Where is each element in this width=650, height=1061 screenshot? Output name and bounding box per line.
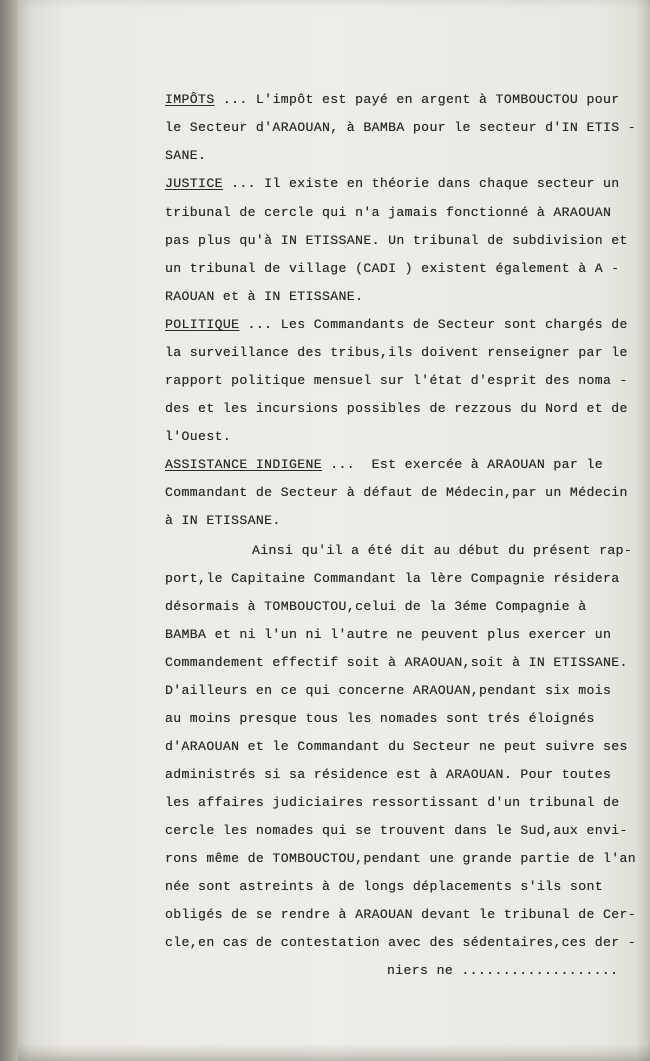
report-line: Ainsi qu'il a été dit au début du présent rap- <box>252 543 633 558</box>
report-line: SANE. <box>165 148 207 163</box>
report-line: obligés de se rendre à ARAOUAN devant le tribunal de Cer- <box>165 907 637 922</box>
report-line: la surveillance des tribus,ils doivent renseigner par le <box>165 345 628 360</box>
report-line: IMPÔTS ... L'impôt est payé en argent à TOMBOUCTOU pour <box>165 92 620 107</box>
report-line: port,le Capitaine Commandant la lère Compagnie résidera <box>165 571 620 586</box>
report-line: pas plus qu'à IN ETISSANE. Un tribunal de subdivision et <box>165 233 628 248</box>
report-line: d'ARAOUAN et le Commandant du Secteur ne peut suivre ses <box>165 739 628 754</box>
section-heading-justice: JUSTICE <box>165 176 223 191</box>
report-line: RAOUAN et à IN ETISSANE. <box>165 289 364 304</box>
report-line: cercle les nomades qui se trouvent dans le Sud,aux envi- <box>165 823 628 838</box>
report-line: niers ne ................... <box>387 963 619 978</box>
report-line: ASSISTANCE INDIGENE ... Est exercée à ARAOUAN par le <box>165 457 603 472</box>
report-line: désormais à TOMBOUCTOU,celui de la 3éme Compagnie à <box>165 599 587 614</box>
report-line: née sont astreints à de longs déplacements s'ils sont <box>165 879 603 894</box>
report-line: Commandant de Secteur à défaut de Médecin,par un Médecin <box>165 485 628 500</box>
report-line: le Secteur d'ARAOUAN, à BAMBA pour le secteur d'IN ETIS - <box>165 120 637 135</box>
section-heading-assistance: ASSISTANCE INDIGENE <box>165 457 323 472</box>
report-line: BAMBA et ni l'un ni l'autre ne peuvent plus exercer un <box>165 627 612 642</box>
report-line: Commandement effectif soit à ARAOUAN,soit à IN ETISSANE. <box>165 655 628 670</box>
report-line: administrés si sa résidence est à ARAOUAN. Pour toutes <box>165 767 612 782</box>
report-line: au moins presque tous les nomades sont trés éloignés <box>165 711 595 726</box>
report-line: rons même de TOMBOUCTOU,pendant une grande partie de l'an <box>165 851 637 866</box>
report-line: JUSTICE ... Il existe en théorie dans chaque secteur un <box>165 176 620 191</box>
report-line: un tribunal de village (CADI ) existent également à A - <box>165 261 620 276</box>
report-line: cle,en cas de contestation avec des sédentaires,ces der - <box>165 935 637 950</box>
report-line: à IN ETISSANE. <box>165 513 281 528</box>
report-line: POLITIQUE ... Les Commandants de Secteur sont chargés de <box>165 317 628 332</box>
section-heading-politique: POLITIQUE <box>165 317 240 332</box>
report-line: l'Ouest. <box>165 429 232 444</box>
report-line: D'ailleurs en ce qui concerne ARAOUAN,pendant six mois <box>165 683 612 698</box>
section-heading-impots: IMPÔTS <box>165 92 215 107</box>
report-line: tribunal de cercle qui n'a jamais fonctionné à ARAOUAN <box>165 205 612 220</box>
report-line: des et les incursions possibles de rezzous du Nord et de <box>165 401 628 416</box>
report-line: rapport politique mensuel sur l'état d'esprit des noma - <box>165 373 628 388</box>
report-line: les affaires judiciaires ressortissant d'un tribunal de <box>165 795 620 810</box>
